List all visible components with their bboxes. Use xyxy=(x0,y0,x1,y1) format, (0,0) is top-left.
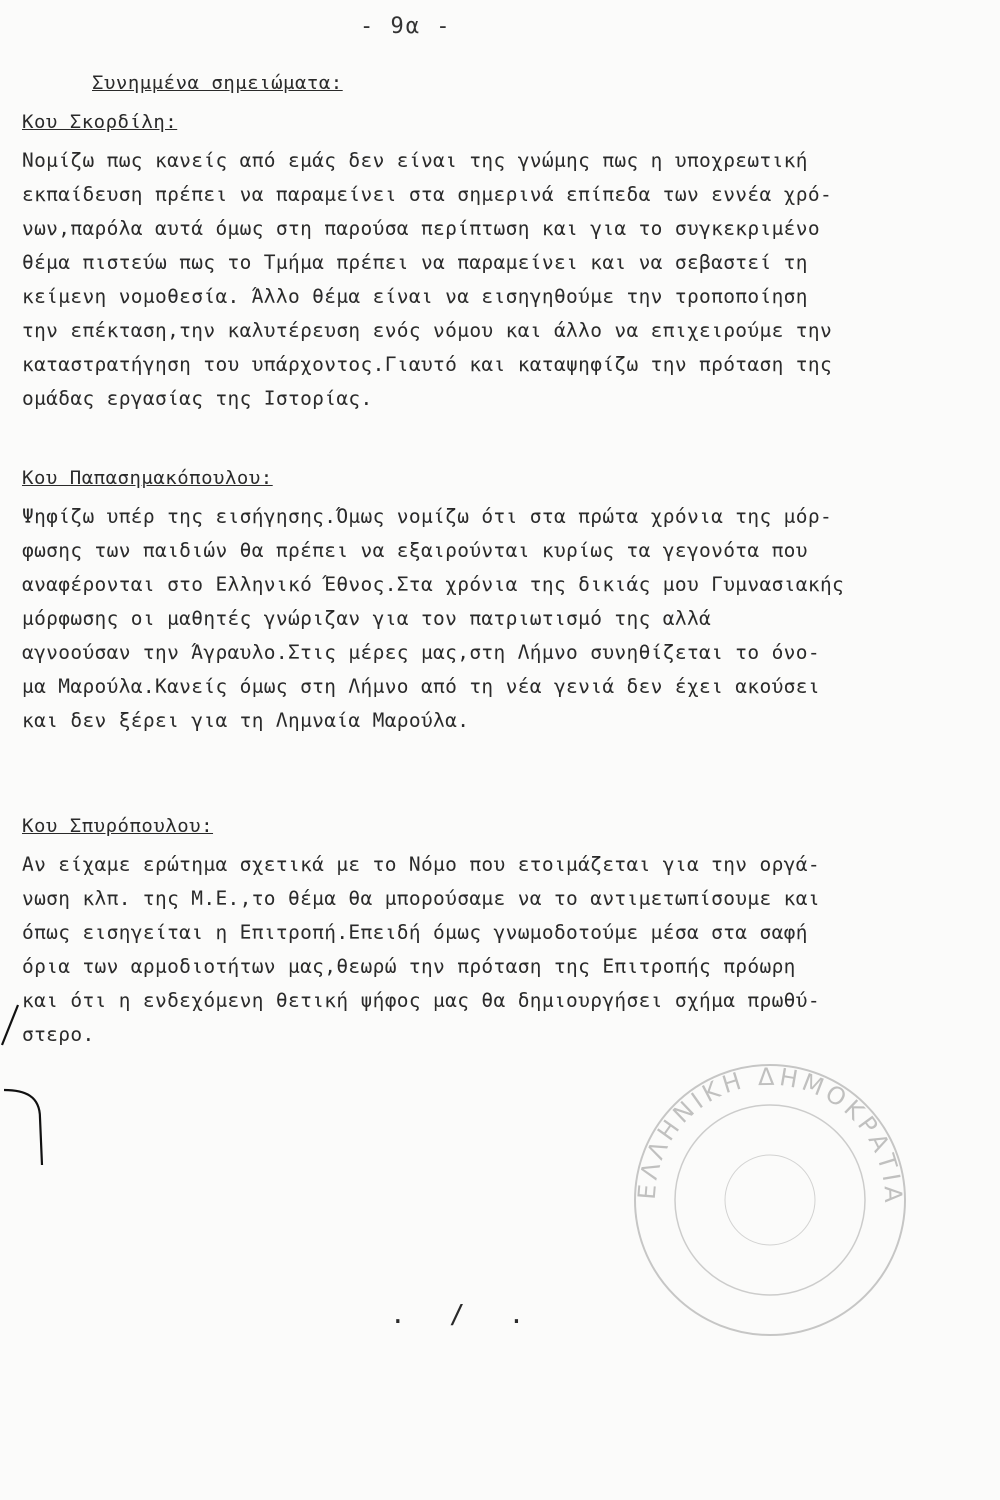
text-line: θέμα πιστεύω πως το Τμήμα πρέπει να παραμείνει και να σεβαστεί τη xyxy=(22,251,808,274)
text-line: εκπαίδευση πρέπει να παραμείνει στα σημερινά επίπεδα των εννέα χρό- xyxy=(22,183,833,206)
seal-lettering: ΕΛΛΗΝΙΚΗ ΔΗΜΟΚΡΑΤΙΑ xyxy=(632,1062,908,1207)
speaker-label: Κου Παπασημακόπουλου: xyxy=(22,467,273,489)
text-line: την επέκταση,την καλυτέρευση ενός νόμου και άλλο να επιχειρούμε την xyxy=(22,319,833,342)
text-line: μόρφωσης οι μαθητές γνώριζαν για τον πατριωτισμό της αλλά xyxy=(22,607,712,630)
text-line: νων,παρόλα αυτά όμως στη παρούσα περίπτωση και για το συγκεκριμένο xyxy=(22,217,820,240)
text-line: Νομίζω πως κανείς από εμάς δεν είναι της γνώμης πως η υποχρεωτική xyxy=(22,149,808,172)
text-line: όρια των αρμοδιοτήτων μας,θεωρώ την πρόταση της Επιτροπής πρόωρη xyxy=(22,955,796,978)
footer-marks: . / . xyxy=(390,1300,539,1330)
section-skordili xyxy=(22,108,972,416)
text-line: καταστρατήγηση του υπάρχοντος.Γιαυτό και καταψηφίζω την πρόταση της xyxy=(22,353,833,376)
page-number: - 9α - xyxy=(360,14,452,39)
text-line: όπως εισηγείται η Επιτροπή.Επειδή όμως γνωμοδοτούμε μέσα στα σαφή xyxy=(22,921,808,944)
svg-text:ΕΛΛΗΝΙΚΗ ΔΗΜΟΚΡΑΤΙΑ xyxy=(633,1063,908,1207)
text-line: στερο. xyxy=(22,1023,95,1046)
text-line: και δεν ξέρει για τη Λημναία Μαρούλα. xyxy=(22,709,470,732)
text-line: μα Μαρούλα.Κανείς όμως στη Λήμνο από τη νέα γενιά δεν έχει ακούσει xyxy=(22,675,820,698)
text-line: αγνοούσαν την Άγραυλο.Στις μέρες μας,στη Λήμνο συνηθίζεται το όνο- xyxy=(22,641,820,664)
document-heading: Συνημμένα σημειώματα: xyxy=(92,72,343,94)
text-line: φωσης των παιδιών θα πρέπει να εξαιρούνται κυρίως τα γεγονότα που xyxy=(22,539,808,562)
section-spyropoulou xyxy=(22,812,972,1052)
speaker-label: Κου Σκορδίλη: xyxy=(22,111,178,133)
speaker-label: Κου Σπυρόπουλου: xyxy=(22,815,214,837)
section-papasimakopoulou xyxy=(22,464,972,738)
text-line: Ψηφίζω υπέρ της εισήγησης.Όμως νομίζω ότι στα πρώτα χρόνια της μόρ- xyxy=(22,505,833,528)
official-seal-icon xyxy=(620,1050,920,1350)
margin-mark-icon xyxy=(0,990,60,1170)
text-line: ομάδας εργασίας της Ιστορίας. xyxy=(22,387,373,410)
text-line: και ότι η ενδεχόμενη θετική ψήφος μας θα δημιουργήσει σχήμα πρωθύ- xyxy=(22,989,820,1012)
text-line: νωση κλπ. της Μ.Ε.,το θέμα θα μπορούσαμε να το αντιμετωπίσουμε και xyxy=(22,887,820,910)
text-line: Αν είχαμε ερώτημα σχετικά με το Νόμο που ετοιμάζεται για την οργά- xyxy=(22,853,820,876)
text-line: αναφέρονται στο Ελληνικό Έθνος.Στα χρόνια της δικιάς μου Γυμνασιακής xyxy=(22,573,845,596)
text-line: κείμενη νομοθεσία. Άλλο θέμα είναι να εισηγηθούμε την τροποποίηση xyxy=(22,285,808,308)
